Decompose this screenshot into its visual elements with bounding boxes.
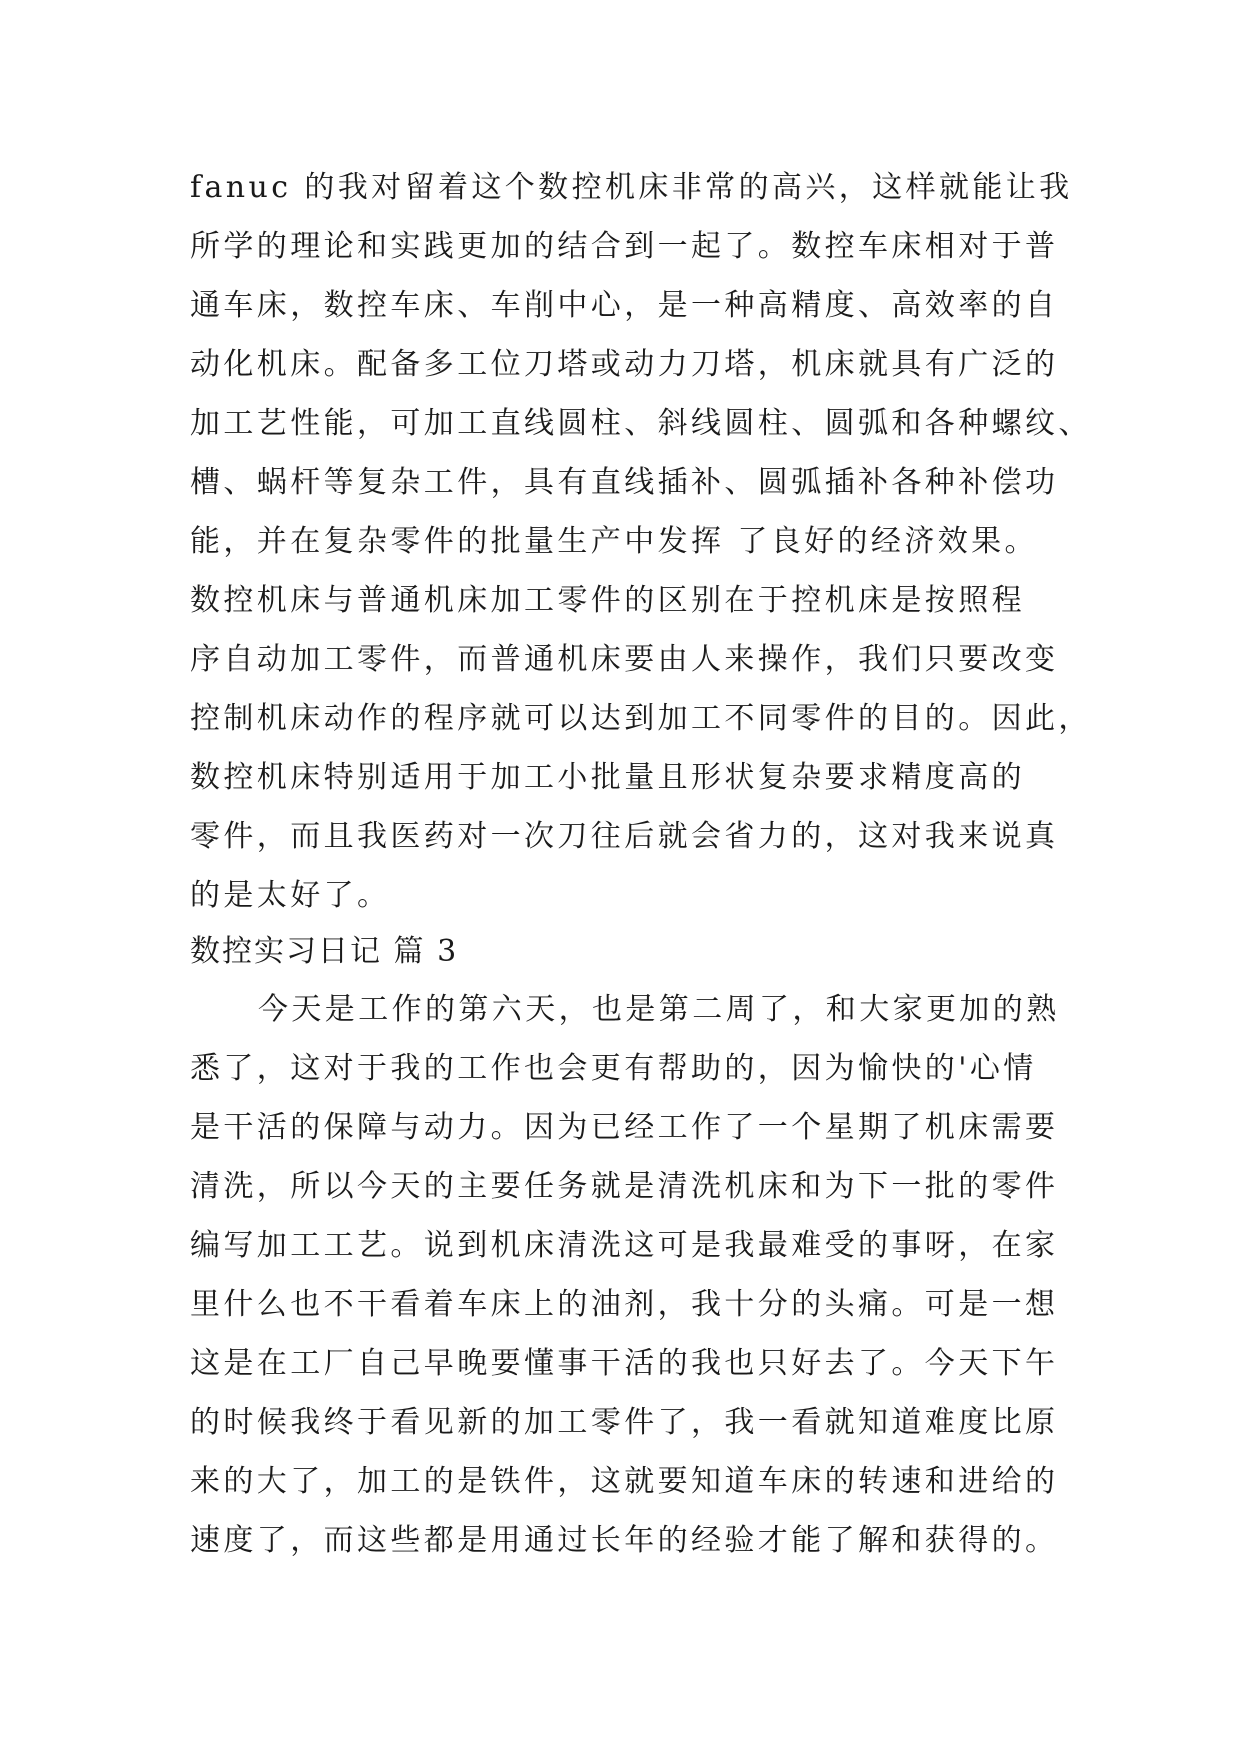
- paragraph-line: 通车床，数控车床、车削中心，是一种高精度、高效率的自: [190, 288, 1059, 323]
- paragraph-line: 悉了，这对于我的工作也会更有帮助的，因为愉快的'心情: [190, 1051, 1037, 1086]
- paragraph-line: 是干活的保障与动力。因为已经工作了一个星期了机床需要: [190, 1110, 1059, 1145]
- paragraph-line: 来的大了，加工的是铁件，这就要知道车床的转速和进给的: [190, 1464, 1059, 1499]
- paragraph-line: 所学的理论和实践更加的结合到一起了。数控车床相对于普: [190, 229, 1059, 264]
- paragraph-line: 今天是工作的第六天，也是第二周了，和大家更加的熟: [258, 992, 1060, 1027]
- paragraph-line: 编写加工工艺。说到机床清洗这可是我最难受的事呀，在家: [190, 1228, 1059, 1263]
- paragraph-line: 能，并在复杂零件的批量生产中发挥 了良好的经济效果。: [190, 524, 1038, 559]
- paragraph-line: 速度了，而这些都是用通过长年的经验才能了解和获得的。: [190, 1523, 1059, 1558]
- paragraph-line: 数控机床与普通机床加工零件的区别在于控机床是按照程: [190, 583, 1025, 618]
- paragraph-line: 里什么也不干看着车床上的油剂，我十分的头痛。可是一想: [190, 1287, 1059, 1322]
- paragraph-line: 序自动加工零件，而普通机床要由人来操作，我们只要改变: [190, 642, 1059, 677]
- paragraph-line: 清洗，所以今天的主要任务就是清洗机床和为下一批的零件: [190, 1169, 1059, 1204]
- paragraph-line: 加工艺性能，可加工直线圆柱、斜线圆柱、圆弧和各种螺纹、: [190, 406, 1092, 441]
- section-heading: 数控实习日记 篇 3: [190, 934, 459, 969]
- paragraph-line: 动化机床。配备多工位刀塔或动力刀塔，机床就具有广泛的: [190, 347, 1059, 382]
- paragraph-line: 的是太好了。: [190, 878, 391, 913]
- paragraph-line: 零件，而且我医药对一次刀往后就会省力的，这对我来说真: [190, 819, 1059, 854]
- paragraph-line: 控制机床动作的程序就可以达到加工不同零件的目的。因此，: [190, 701, 1092, 736]
- paragraph-line: 的时候我终于看见新的加工零件了，我一看就知道难度比原: [190, 1405, 1059, 1440]
- paragraph-line: 数控机床特别适用于加工小批量且形状复杂要求精度高的: [190, 760, 1025, 795]
- paragraph-line: 这是在工厂自己早晚要懂事干活的我也只好去了。今天下午: [190, 1346, 1059, 1381]
- paragraph-line: fanuc 的我对留着这个数控机床非常的高兴，这样就能让我: [190, 170, 1073, 205]
- paragraph-line: 槽、蜗杆等复杂工件，具有直线插补、圆弧插补各种补偿功: [190, 465, 1059, 500]
